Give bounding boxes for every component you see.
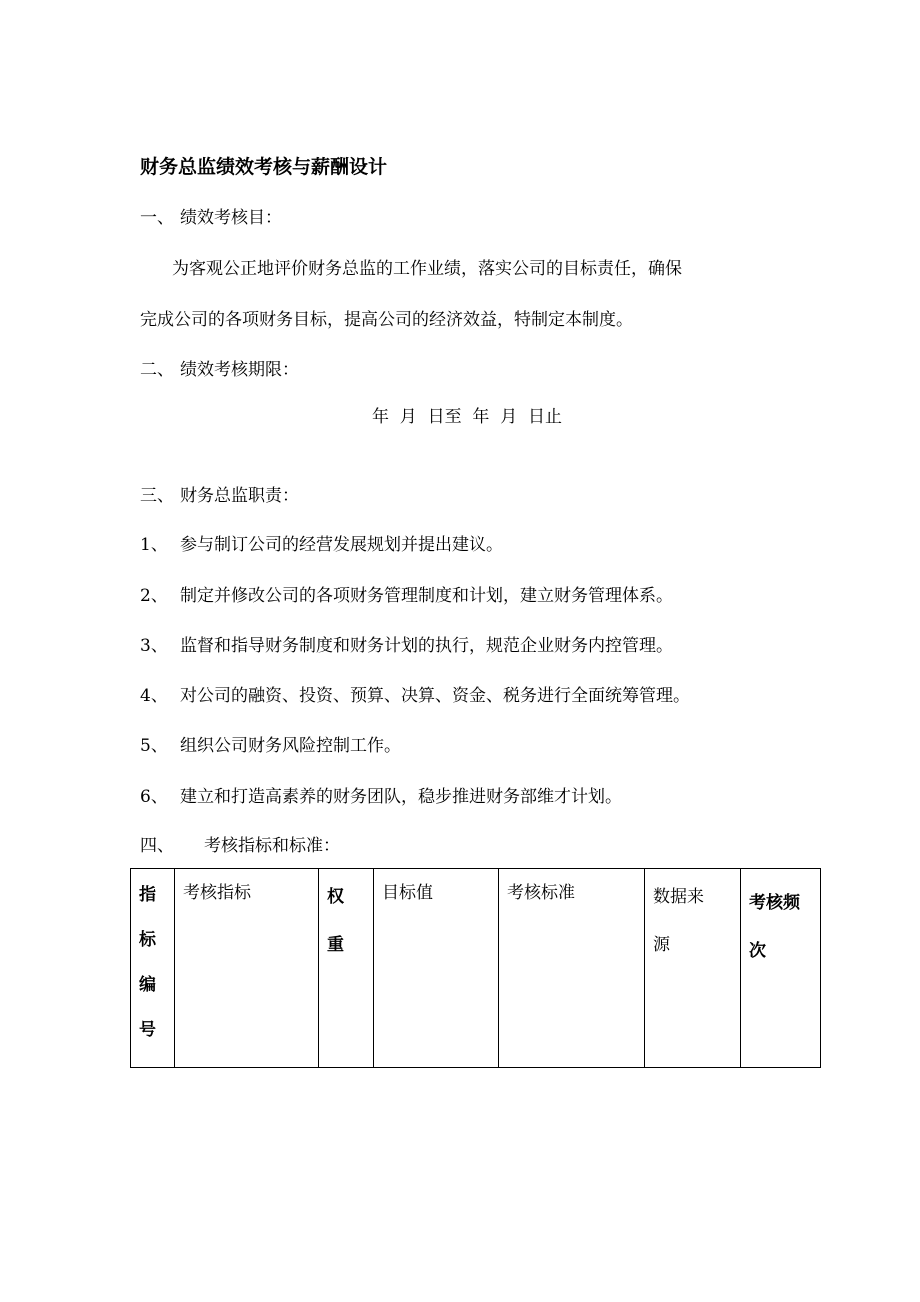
duty-text: 监督和指导财务制度和财务计划的执行，规范企业财务内控管理。 [180, 636, 673, 656]
section-3-heading [140, 484, 299, 508]
section-1-heading [140, 206, 282, 230]
header-metric-id-char: 标 [139, 930, 156, 950]
purpose-line-1: 为客观公正地评价财务总监的工作业绩，落实公司的目标责任，确保 [172, 259, 682, 279]
metrics-table [130, 868, 821, 1068]
duty-item [140, 684, 690, 708]
header-data-source-line: 源 [653, 935, 670, 955]
document-title: 财务总监绩效考核与薪酬设计 [140, 156, 388, 178]
section-2-heading [140, 358, 299, 382]
duty-item [140, 785, 622, 809]
section-4-index: 四、 [140, 836, 174, 856]
section-2-label: 绩效考核期限： [180, 360, 299, 380]
period-line: 年 月 日至 年 月 日止 [372, 407, 563, 427]
header-weight-char: 权 [327, 887, 344, 907]
section-3-label: 财务总监职责： [180, 486, 299, 506]
section-3-index: 三、 [140, 486, 174, 506]
header-metric-id-char: 指 [139, 885, 156, 905]
header-data-source-line: 数据来 [653, 887, 704, 907]
duty-number: 6、 [140, 787, 168, 807]
header-metric-id-char: 号 [139, 1020, 156, 1040]
duty-number: 1、 [140, 535, 168, 555]
header-frequency [741, 869, 821, 1068]
section-1-label: 绩效考核目： [180, 208, 282, 228]
duty-number: 2、 [140, 586, 168, 606]
header-weight-char: 重 [327, 935, 344, 955]
duty-text: 制定并修改公司的各项财务管理制度和计划，建立财务管理体系。 [180, 586, 673, 606]
duty-number: 4、 [140, 686, 168, 706]
header-metric-id [131, 869, 175, 1068]
section-1-index: 一、 [140, 208, 174, 228]
duty-text: 建立和打造高素养的财务团队，稳步推进财务部维才计划。 [180, 787, 622, 807]
header-metric-id-char: 编 [139, 975, 156, 995]
duty-number: 3、 [140, 636, 168, 656]
section-4-label: 考核指标和标准： [204, 836, 340, 856]
purpose-line-2: 完成公司的各项财务目标，提高公司的经济效益，特制定本制度。 [140, 310, 633, 330]
header-metric-name: 考核指标 [175, 869, 319, 1068]
section-4-heading [140, 834, 340, 858]
duty-text: 对公司的融资、投资、预算、决算、资金、税务进行全面统筹管理。 [180, 686, 690, 706]
duty-item [140, 734, 401, 758]
duty-text: 组织公司财务风险控制工作。 [180, 736, 401, 756]
duty-text: 参与制订公司的经营发展规划并提出建议。 [180, 535, 503, 555]
header-data-source [645, 869, 741, 1068]
header-criteria: 考核标准 [499, 869, 645, 1068]
section-2-index: 二、 [140, 360, 174, 380]
header-frequency-line: 考核频 [749, 893, 800, 913]
header-weight [319, 869, 374, 1068]
duty-number: 5、 [140, 736, 168, 756]
duty-item [140, 533, 503, 557]
table-header-row [131, 869, 821, 1068]
duty-item [140, 584, 673, 608]
duty-item [140, 634, 673, 658]
header-frequency-line: 次 [749, 941, 766, 961]
header-target-value: 目标值 [374, 869, 499, 1068]
